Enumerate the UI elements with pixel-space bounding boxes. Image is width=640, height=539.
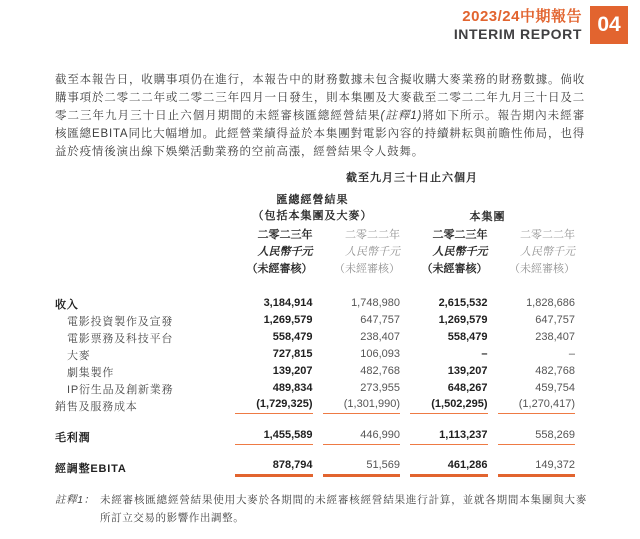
column-audit: （未經審核） — [421, 263, 488, 275]
cell-value: 878,794 — [235, 459, 313, 477]
cell-value: 1,748,980 — [351, 297, 400, 309]
column-audit: （未經審核） — [334, 263, 400, 275]
report-titles — [454, 8, 582, 43]
table-row-drama-production — [55, 363, 575, 380]
paragraph-part1: 截至本報告日，收購事項仍在進行，本報告中的財務數據未包含擬收購大麥業務的財務數據。倘收購事項於二零二二年或二零二三年四月一日發生，則本集團及大麥截至二零二二年九月三十日及二零二三年九月三十日止六個月期間的未經審核匯總經營結果 — [55, 74, 585, 122]
group-header-combined-line2: （包括本集團及大麥） — [252, 210, 373, 222]
row-label: 電影投資製作及宣發 — [67, 315, 174, 328]
column-unit: 人民幣千元 — [432, 246, 488, 258]
table-row-revenue — [55, 295, 575, 312]
row-label: 劇集製作 — [67, 366, 115, 379]
cell-value: 51,569 — [323, 459, 401, 477]
table-group-row — [55, 192, 575, 224]
column-year: 二零二二年 — [345, 229, 400, 241]
cell-value: 238,407 — [360, 331, 400, 343]
cell-value: 238,407 — [535, 331, 575, 343]
cell-value: 558,269 — [498, 429, 576, 445]
row-label: 收入 — [55, 298, 79, 311]
column-unit: 人民幣千元 — [345, 246, 400, 258]
footnote-text: 未經審核匯總經營結果使用大麥於各期間的未經審核經營結果進行計算，並就各期間本集團與大麥所訂立交易的影響作出調整。 — [100, 494, 587, 524]
cell-value: 647,757 — [535, 314, 575, 326]
report-title-zh: 2023/24中期報告 — [462, 7, 582, 25]
row-label: 大麥 — [67, 349, 91, 362]
table-row-ip-merchandising — [55, 380, 575, 397]
column-audit: （未經審核） — [509, 263, 575, 275]
column-year: 二零二三年 — [257, 229, 313, 241]
cell-value: (1,270,417) — [498, 398, 576, 414]
cell-value: – — [568, 348, 575, 360]
cell-value: 2,615,532 — [438, 297, 488, 309]
group-header-combined-line1: 匯總經營結果 — [276, 194, 349, 206]
column-unit: 人民幣千元 — [520, 246, 575, 258]
cell-value: 1,269,579 — [438, 314, 488, 326]
cell-value: 558,479 — [272, 331, 313, 343]
row-label: 毛利潤 — [55, 431, 91, 444]
cell-value: 139,207 — [272, 365, 313, 377]
column-header — [225, 227, 313, 278]
table-row-adjusted-ebita — [55, 459, 575, 477]
row-label: 經調整EBITA — [55, 463, 127, 475]
cell-value: 489,834 — [272, 382, 313, 394]
cell-value: – — [481, 348, 488, 360]
page-header — [454, 6, 628, 44]
column-year: 二零二三年 — [432, 229, 488, 241]
cell-value: 149,372 — [498, 459, 576, 477]
column-year: 二零二二年 — [520, 229, 575, 241]
footnote-label: 註釋1： — [55, 494, 95, 506]
table-row-ticketing-platform — [55, 329, 575, 346]
row-label: 電影票務及科技平台 — [67, 332, 174, 345]
cell-value: 482,768 — [360, 365, 400, 377]
cell-value: 647,757 — [360, 314, 400, 326]
cell-value: 459,754 — [535, 382, 575, 394]
cell-value: (1,502,295) — [410, 398, 488, 414]
table-row-film-investment — [55, 312, 575, 329]
page-number-badge: 04 — [590, 6, 628, 44]
table-row-damai — [55, 346, 575, 363]
cell-value: 648,267 — [447, 382, 488, 394]
cell-value: 139,207 — [447, 365, 488, 377]
table-body — [55, 295, 575, 477]
cell-value: 3,184,914 — [263, 297, 313, 309]
cell-value: 106,093 — [360, 348, 400, 360]
paragraph-note-ref: (註釋1) — [380, 110, 423, 122]
cell-value: 446,990 — [323, 429, 401, 445]
column-header — [400, 227, 488, 278]
table-row-gross-profit — [55, 428, 575, 445]
column-header — [488, 227, 576, 278]
column-unit: 人民幣千元 — [257, 246, 313, 258]
cell-value: 273,955 — [360, 382, 400, 394]
cell-value: 558,479 — [447, 331, 488, 343]
footnote — [55, 491, 587, 527]
cell-value: 461,286 — [410, 459, 488, 477]
cell-value: 1,828,686 — [526, 297, 575, 309]
body-paragraph — [55, 71, 585, 161]
operating-results-table — [55, 169, 575, 477]
cell-value: 727,815 — [272, 348, 313, 360]
column-audit: （未經審核） — [246, 263, 313, 275]
cell-value: 1,269,579 — [263, 314, 313, 326]
period-header: 截至九月三十日止六個月 — [346, 172, 478, 184]
cell-value: 1,455,589 — [235, 429, 313, 445]
cell-value: (1,729,325) — [235, 398, 313, 414]
cell-value: 482,768 — [535, 365, 575, 377]
group-header-group: 本集團 — [469, 211, 506, 223]
row-label: IP衍生品及創新業務 — [67, 383, 174, 396]
group-header-combined — [225, 192, 400, 224]
column-header — [313, 227, 401, 278]
report-title-en: INTERIM REPORT — [453, 25, 582, 42]
cell-value: 1,113,237 — [410, 429, 488, 445]
table-column-headers — [55, 227, 575, 278]
paragraph-part2: 將如下所示。報告期內未經審核匯總EBITA同比大幅增加。此經營業績得益於本集團對電影內容的持續耕耘與前瞻性佈局，也得益於疫情後演出線下娛樂活動業務的空前高漲，經營結果令人鼓舞。 — [55, 110, 585, 158]
table-period-row — [55, 169, 575, 192]
table-row-cost-of-sales — [55, 397, 575, 414]
row-label: 銷售及服務成本 — [55, 400, 138, 413]
cell-value: (1,301,990) — [323, 398, 401, 414]
